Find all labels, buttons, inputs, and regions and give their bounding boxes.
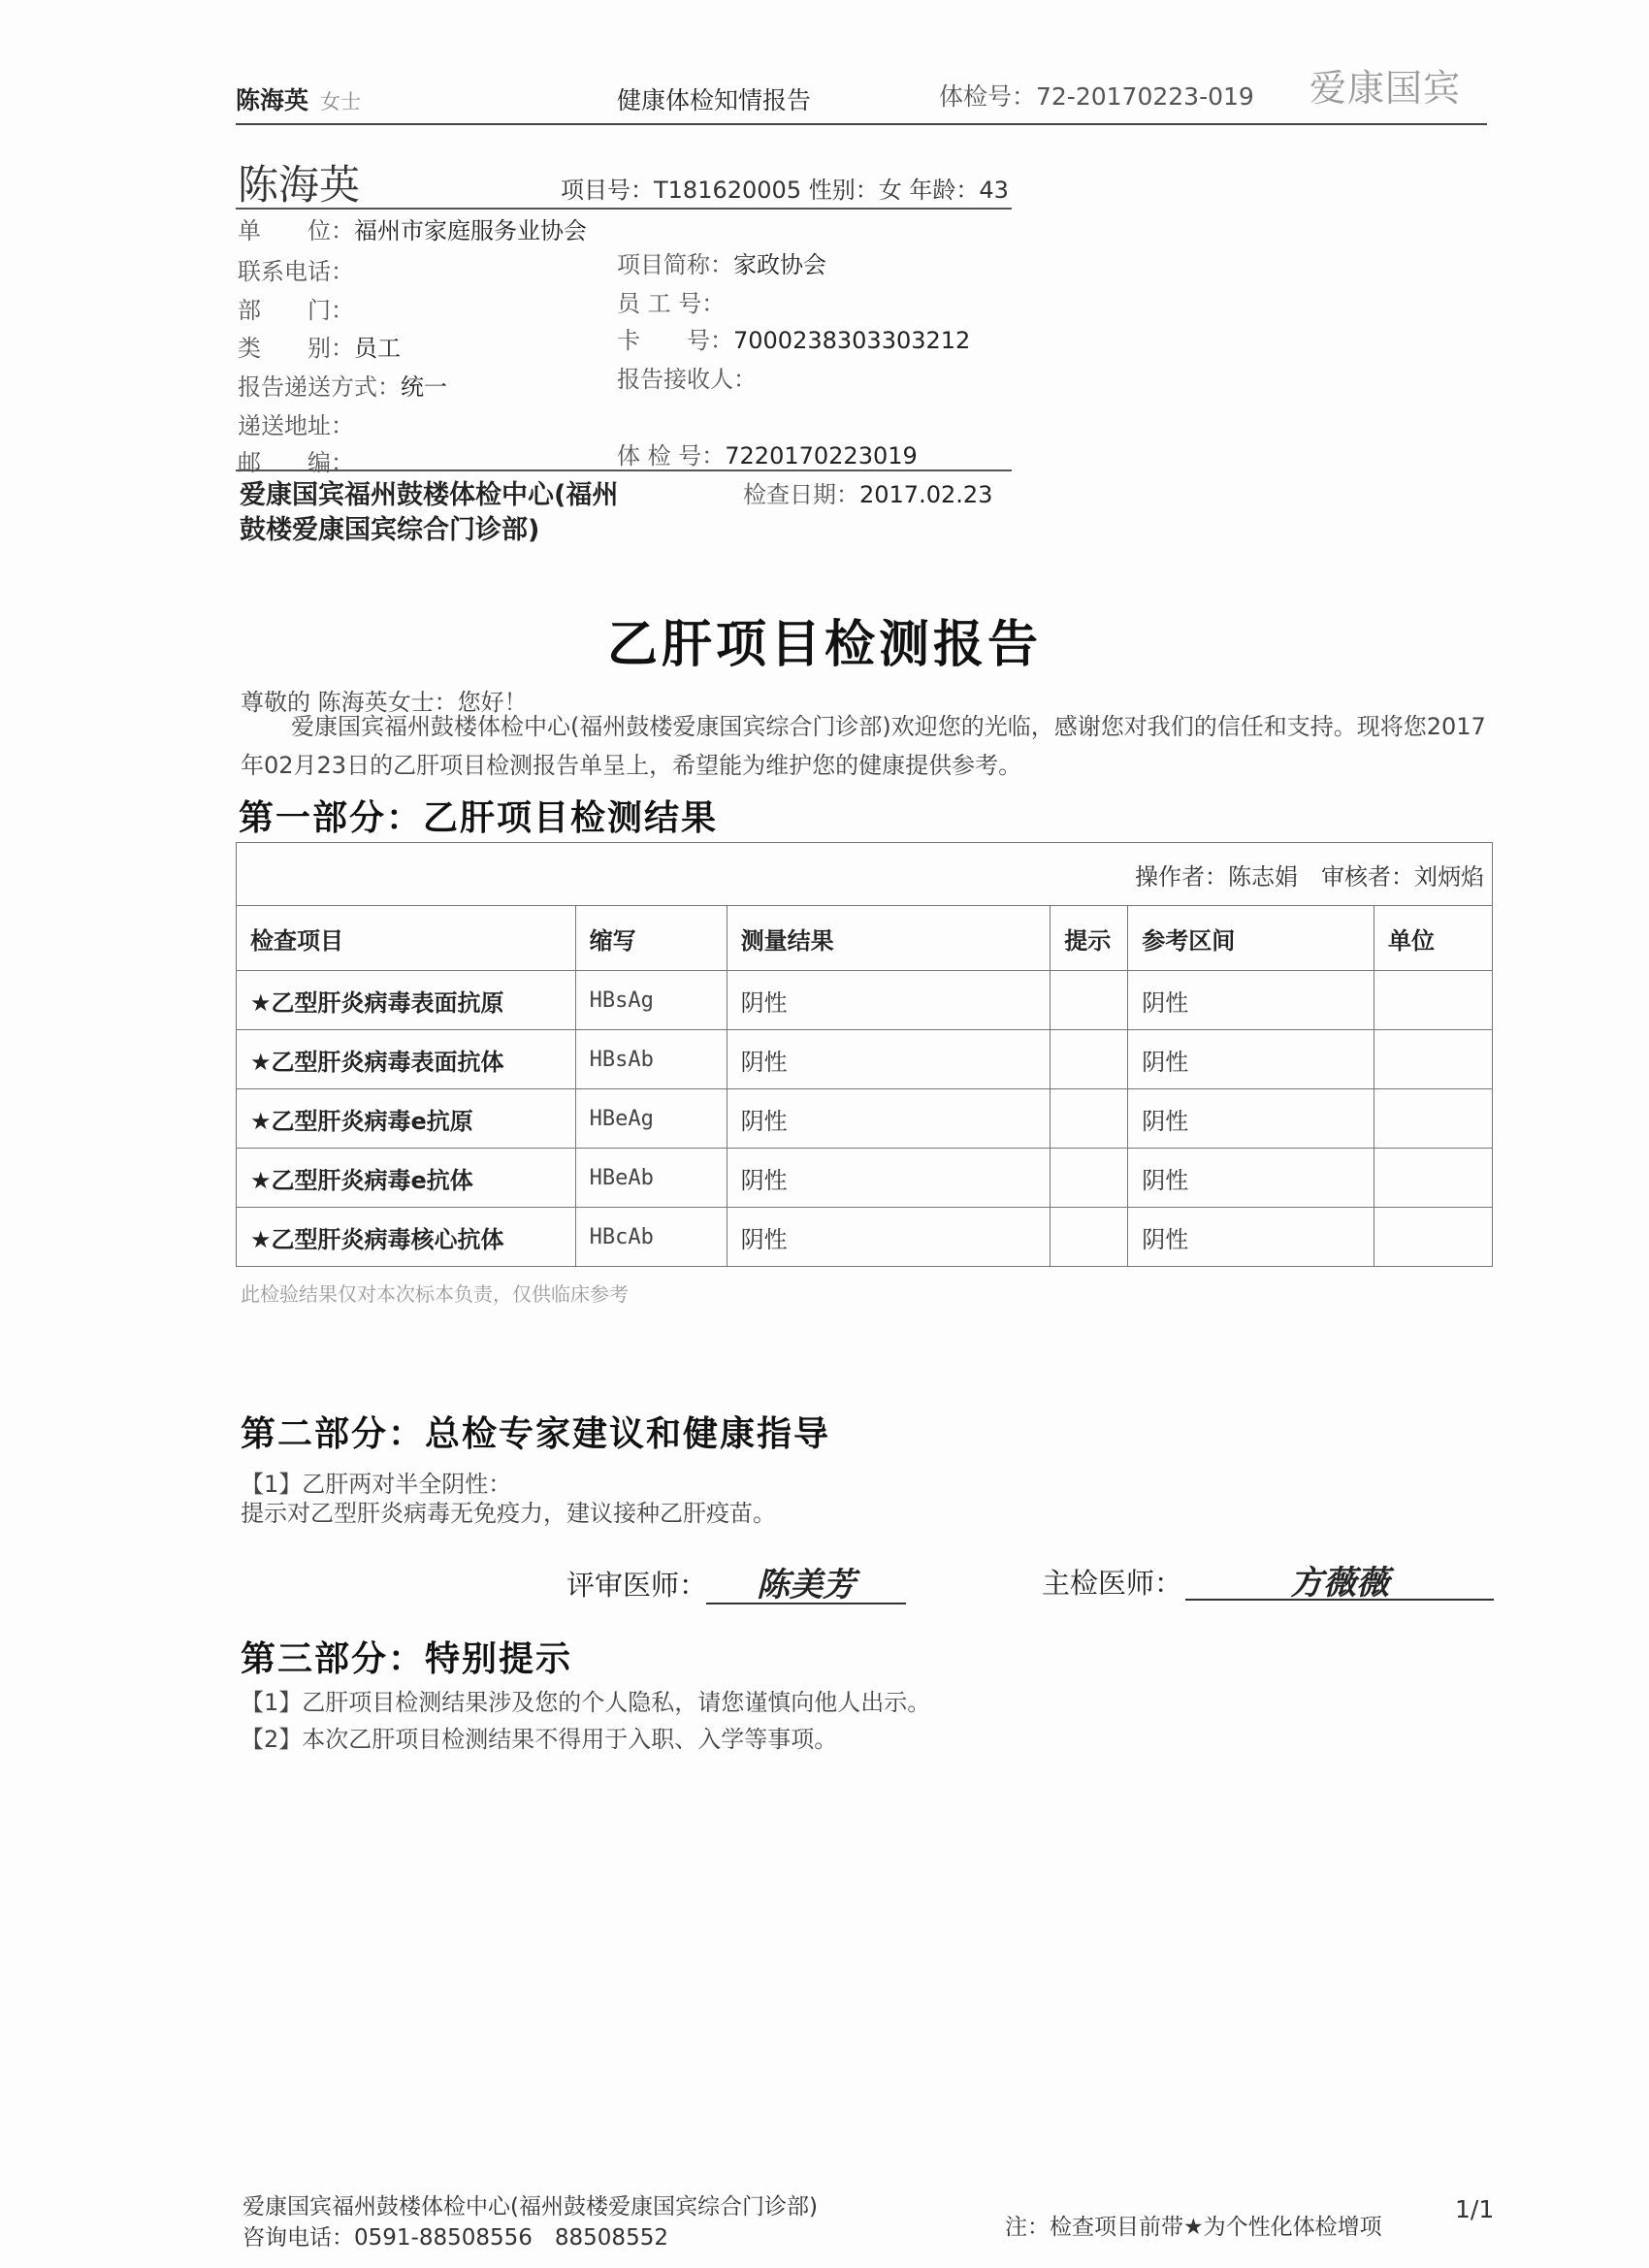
col-hint: 提示 — [1051, 906, 1128, 971]
row-abbr: HBeAg — [575, 1089, 727, 1149]
operator-row — [237, 843, 1493, 906]
row-hint — [1051, 1208, 1128, 1267]
field-card: 卡 号：7000238303303212 — [617, 327, 971, 354]
field-employee-no: 员 工 号： — [617, 290, 726, 317]
field-delivery: 报告递送方式：统一 — [238, 373, 447, 401]
row-ref: 阴性 — [1128, 1149, 1374, 1208]
header-report-title: 健康体检知情报告 — [617, 86, 812, 114]
chief-signature-line — [1185, 1599, 1494, 1601]
row-result: 阴性 — [727, 1089, 1051, 1149]
row-hint — [1051, 1149, 1128, 1208]
patient-name: 陈海英 — [238, 161, 361, 209]
row-hint — [1051, 1089, 1128, 1149]
section2-title: 第二部分：总检专家建议和健康指导 — [241, 1413, 831, 1454]
row-hint — [1051, 1030, 1128, 1089]
fields-divider — [236, 470, 1012, 471]
table-row — [237, 1030, 1493, 1089]
row-item: ★乙型肝炎病毒表面抗原 — [237, 971, 576, 1030]
row-result: 阴性 — [727, 1208, 1051, 1267]
row-ref: 阴性 — [1128, 971, 1374, 1030]
header-divider — [236, 123, 1487, 125]
chief-label: 主检医师： — [1042, 1567, 1183, 1600]
field-exam-date: 检查日期：2017.02.23 — [743, 481, 993, 508]
field-unit: 单 位：福州市家庭服务业协会 — [238, 217, 587, 244]
row-result: 阴性 — [727, 1030, 1051, 1089]
reviewer-signature-line — [706, 1603, 906, 1604]
row-unit — [1374, 1149, 1493, 1208]
row-unit — [1374, 1208, 1493, 1267]
row-ref: 阴性 — [1128, 1089, 1374, 1149]
row-unit — [1374, 1030, 1493, 1089]
chief-signature: 方薇薇 — [1290, 1564, 1389, 1603]
col-unit: 单位 — [1374, 906, 1493, 971]
table-row — [237, 971, 1493, 1030]
section1-title: 第一部分：乙肝项目检测结果 — [239, 797, 719, 838]
field-postcode: 邮 编： — [238, 449, 354, 476]
row-item: ★乙型肝炎病毒e抗体 — [237, 1149, 576, 1208]
result-table — [236, 842, 1493, 1267]
table-row — [237, 1149, 1493, 1208]
table-row — [237, 1208, 1493, 1267]
row-item: ★乙型肝炎病毒核心抗体 — [237, 1208, 576, 1267]
section3-title: 第三部分：特别提示 — [241, 1638, 573, 1679]
document-title: 乙肝项目检测报告 — [606, 615, 1042, 674]
tip-2: 【2】本次乙肝项目检测结果不得用于入职、入学等事项。 — [241, 1726, 838, 1753]
advice-line-1: 【1】乙肝两对半全阴性： — [241, 1471, 512, 1498]
footer-center: 爱康国宾福州鼓楼体检中心(福州鼓楼爱康国宾综合门诊部) — [242, 2194, 818, 2219]
col-abbr: 缩写 — [575, 906, 727, 971]
patient-divider — [236, 208, 1012, 210]
row-unit — [1374, 971, 1493, 1030]
field-address: 递送地址： — [238, 412, 354, 439]
field-category: 类 别：员工 — [238, 335, 401, 362]
field-exam-no: 体 检 号：7220170223019 — [617, 442, 918, 470]
project-line: 项目号：T181620005 性别：女 年龄：43 — [561, 177, 1009, 204]
row-abbr: HBsAb — [575, 1030, 727, 1089]
intro-paragraph: 爱康国宾福州鼓楼体检中心(福州鼓楼爱康国宾综合门诊部)欢迎您的光临，感谢您对我们的信任和支持。现将您2017年02月23日的乙肝项目检测报告单呈上，希望能为维护您的健康提供参考。 — [241, 713, 1486, 779]
row-unit — [1374, 1089, 1493, 1149]
table-note: 此检验结果仅对本次标本负责，仅供临床参考 — [241, 1282, 629, 1306]
row-result: 阴性 — [727, 971, 1051, 1030]
greeting: 尊敬的 陈海英女士：您好！ — [241, 689, 528, 716]
col-ref: 参考区间 — [1128, 906, 1374, 971]
row-abbr: HBsAg — [575, 971, 727, 1030]
row-item: ★乙型肝炎病毒e抗原 — [237, 1089, 576, 1149]
footer-phone: 咨询电话：0591-88508556 88508552 — [242, 2225, 668, 2251]
field-dept: 部 门： — [238, 297, 354, 324]
table-row — [237, 1089, 1493, 1149]
table-header-row — [237, 906, 1493, 971]
page-number: 1/1 — [1455, 2195, 1495, 2223]
field-receiver: 报告接收人： — [617, 366, 757, 393]
col-result: 测量结果 — [727, 906, 1051, 971]
operator-line: 操作者：陈志娟 审核者：刘炳焰 — [237, 843, 1493, 906]
row-abbr: HBcAb — [575, 1208, 727, 1267]
header-exam-no: 体检号：72-20170223-019 — [939, 82, 1254, 111]
center-name: 爱康国宾福州鼓楼体检中心(福州鼓楼爱康国宾综合门诊部) — [240, 480, 619, 545]
row-abbr: HBeAb — [575, 1149, 727, 1208]
header-patient-name: 陈海英 女士 — [236, 86, 362, 114]
row-hint — [1051, 971, 1128, 1030]
row-ref: 阴性 — [1128, 1030, 1374, 1089]
field-phone: 联系电话： — [238, 258, 354, 285]
advice-line-2: 提示对乙型肝炎病毒无免疫力，建议接种乙肝疫苗。 — [241, 1500, 776, 1527]
brand-logo: 爱康国宾 — [1310, 67, 1462, 110]
reviewer-label: 评审医师： — [566, 1569, 708, 1602]
row-item: ★乙型肝炎病毒表面抗体 — [237, 1030, 576, 1089]
tip-1: 【1】乙肝项目检测结果涉及您的个人隐私，请您谨慎向他人出示。 — [241, 1689, 931, 1716]
col-item: 检查项目 — [237, 906, 576, 971]
footer-note: 注：检查项目前带★为个性化体检增项 — [1005, 2215, 1382, 2240]
header-title-suffix: 女士 — [320, 90, 362, 113]
row-ref: 阴性 — [1128, 1208, 1374, 1267]
field-project-short: 项目简称：家政协会 — [617, 251, 826, 278]
reviewer-signature: 陈美芳 — [757, 1566, 856, 1604]
row-result: 阴性 — [727, 1149, 1051, 1208]
